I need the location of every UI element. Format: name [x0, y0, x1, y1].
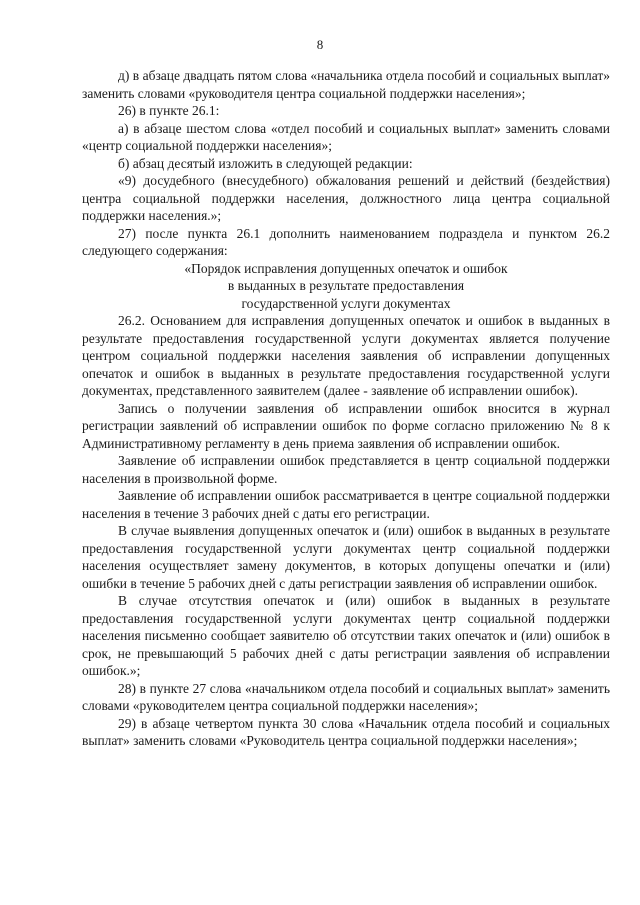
document-body: [82, 67, 610, 750]
paragraph-no-errors: В случае отсутствия опечаток и (или) ошибок в выданных в результате предоставления государственной услуги документах центр социальной поддержки населения письменно сообщает заявителю об отсутствии таких опечаток и (или) ошибок в срок, не превышающий 5 рабочих дней с даты регистрации заявления об исправлении ошибок.»;: [82, 593, 610, 678]
paragraph-review-period: Заявление об исправлении ошибок рассматривается в центре социальной поддержки населения в течение 3 рабочих дней с даты его регистрации.: [82, 488, 610, 521]
paragraph-free-form: Заявление об исправлении ошибок представляется в центр социальной поддержки населения в произвольной форме.: [82, 453, 610, 486]
paragraph-item-29: 29) в абзаце четвертом пункта 30 слова «Начальник отдела пособий и социальных выплат» заменить словами «Руководитель центра социальной поддержки населения»;: [82, 715, 610, 748]
paragraph-26-a: а) в абзаце шестом слова «отдел пособий и социальных выплат» заменить словами «центр социальной поддержки населения»;: [82, 120, 610, 153]
subsection-heading-line: государственной услуги документах: [241, 295, 451, 311]
subsection-heading-line: «Порядок исправления допущенных опечаток и ошибок: [184, 260, 508, 276]
paragraph-errors-found: В случае выявления допущенных опечаток и (или) ошибок в выданных в результате предоставления государственной услуги документах центр социальной поддержки населения осуществляет замену документов, в которых допущены опечатки и (или) ошибки в течение 5 рабочих дней с даты регистрации заявления об исправлении ошибок.: [82, 523, 610, 591]
paragraph-journal-record: Запись о получении заявления об исправлении ошибок вносится в журнал регистрации заявлений об исправлении ошибок по форме согласно приложению № 8 к Административному регламенту в день приема заявления об исправлении ошибок.: [82, 400, 610, 451]
subsection-heading-line: в выданных в результате предоставления: [227, 278, 465, 293]
paragraph-item-26: 26) в пункте 26.1:: [118, 103, 220, 118]
page-number: 8: [316, 37, 324, 52]
paragraph-item-27: 27) после пункта 26.1 дополнить наименованием подраздела и пунктом 26.2 следующего содержания:: [82, 225, 610, 258]
paragraph-d-twenty-fifth: д) в абзаце двадцать пятом слова «начальника отдела пособий и социальных выплат» заменить словами «руководителя центра социальной поддержки населения»;: [82, 68, 610, 101]
paragraph-new-item-9: «9) досудебного (внесудебного) обжалования решений и действий (бездействия) центра социальной поддержки населения, должностного лица центра социальной поддержки населения.»;: [82, 173, 610, 223]
paragraph-26-2: 26.2. Основанием для исправления допущенных опечаток и ошибок в выданных в результате предоставления государственной услуги документах является получение центром социальной поддержки населения заявления об исправлении допущенных опечаток и ошибок в выданных в результате предоставления государственной услуги документах, представленного заявителем (далее - заявление об исправлении ошибок).: [82, 313, 610, 398]
paragraph-item-28: 28) в пункте 27 слова «начальником отдела пособий и социальных выплат» заменить словами «руководителем центра социальной поддержки населения»;: [82, 680, 610, 713]
paragraph-26-b: б) абзац десятый изложить в следующей редакции:: [118, 155, 413, 171]
